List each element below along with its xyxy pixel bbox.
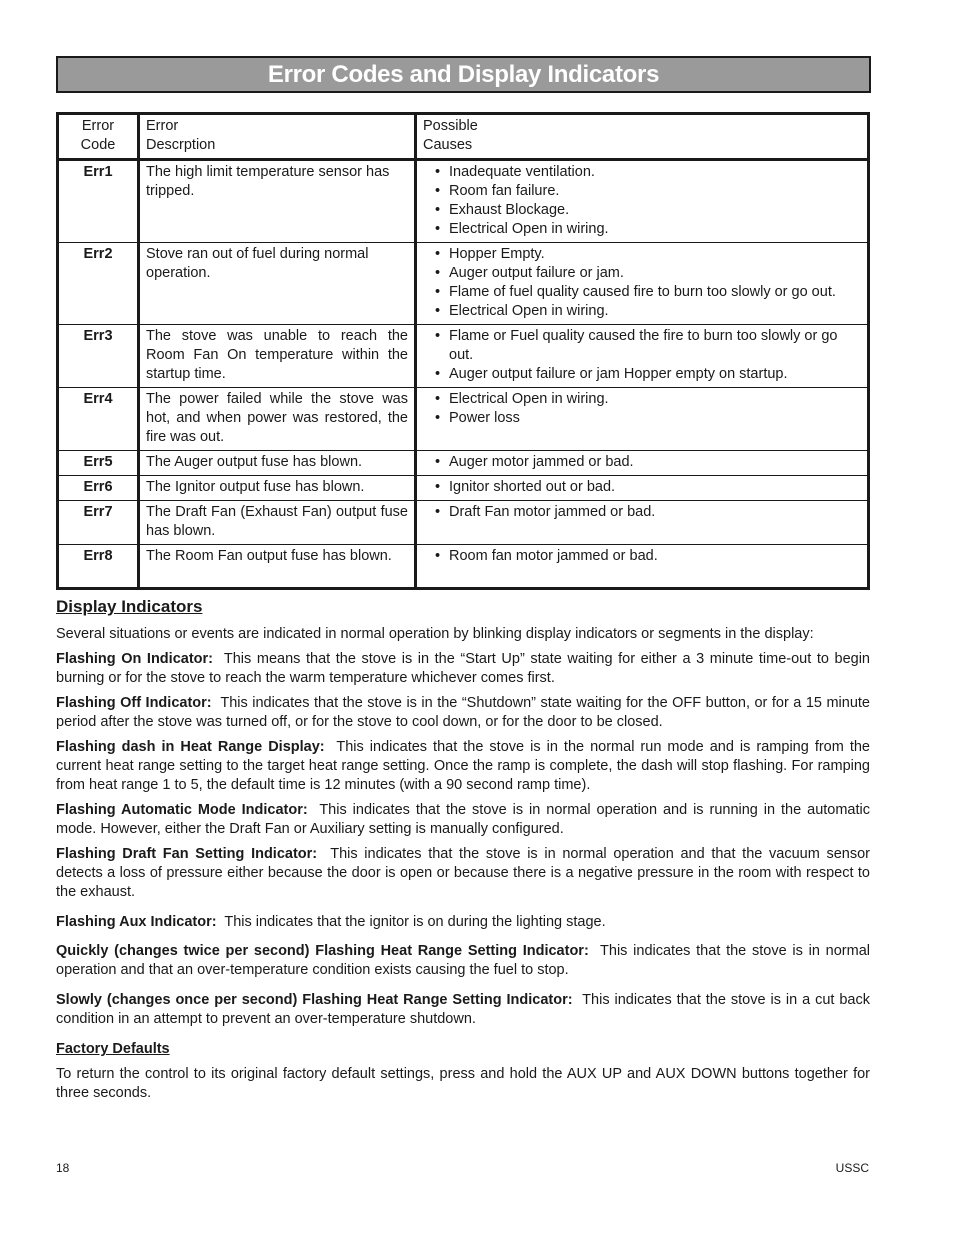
error-codes-table — [56, 112, 870, 590]
cause-item: • Electrical Open in wiring. — [435, 302, 861, 321]
display-indicators-heading: Display Indicators — [56, 597, 203, 616]
table-row — [58, 476, 869, 501]
error-description: The Draft Fan (Exhaust Fan) output fuse has blown. — [139, 501, 416, 545]
header-error-description: Error Descrption — [139, 114, 416, 160]
indicator-paragraph: Flashing On Indicator: This means that the stove is in the “Start Up” state waiting for either a 3 minute time-out to begin burning or for the stove to reach the warm temperature whichever comes first. — [56, 651, 870, 686]
error-description: Stove ran out of fuel during normal operation. — [139, 243, 416, 325]
table-row — [58, 160, 869, 243]
error-description: The stove was unable to reach the Room Fan On temperature within the startup time. — [139, 325, 416, 388]
indicator-paragraph: Flashing Aux Indicator: This indicates that the ignitor is on during the lighting stage. — [56, 914, 606, 930]
error-code: Err8 — [58, 545, 139, 589]
error-code: Err5 — [58, 451, 139, 476]
cause-item: • Auger motor jammed or bad. — [435, 453, 861, 472]
possible-causes — [416, 451, 869, 476]
indicator-paragraph: Flashing Automatic Mode Indicator: This indicates that the stove is in normal operation and is running in the automatic mode. However, either the Draft Fan or Auxiliary setting is manually configured. — [56, 802, 870, 837]
cause-item: • Inadequate ventilation. — [435, 163, 861, 182]
possible-causes — [416, 325, 869, 388]
cause-item: • Power loss — [435, 409, 861, 428]
title-banner — [56, 56, 871, 93]
header-possible-causes: Possible Causes — [416, 114, 869, 160]
possible-causes — [416, 160, 869, 243]
display-indicators-section — [56, 597, 870, 1103]
indicator-paragraph: Flashing Draft Fan Setting Indicator: This indicates that the stove is in normal operation and that the vacuum sensor detects a loss of pressure either because the door is open or because there is a negative pressure in the room with respect to the exhaust. — [56, 846, 870, 900]
indicator-paragraph: Flashing Off Indicator: This indicates that the stove is in the “Shutdown” state waiting for the OFF button, or for a 15 minute period after the stove was turned off, or for the stove to cool down, or for the door to be closed. — [56, 695, 870, 730]
header-error-code: Error Code — [58, 114, 139, 160]
possible-causes — [416, 476, 869, 501]
table-header-row — [58, 114, 869, 160]
cause-item: • Exhaust Blockage. — [435, 201, 861, 220]
error-description: The Ignitor output fuse has blown. — [139, 476, 416, 501]
table-row — [58, 545, 869, 589]
error-code: Err3 — [58, 325, 139, 388]
table-row — [58, 388, 869, 451]
factory-defaults-text: To return the control to its original factory default settings, press and hold the AUX UP and AUX DOWN buttons together for three seconds. — [56, 1066, 870, 1101]
possible-causes — [416, 501, 869, 545]
table-row — [58, 451, 869, 476]
table-row — [58, 501, 869, 545]
error-description: The high limit temperature sensor has tripped. — [139, 160, 416, 243]
page-number: 18 — [56, 1161, 70, 1175]
error-code: Err2 — [58, 243, 139, 325]
error-code: Err4 — [58, 388, 139, 451]
footer-brand: USSC — [835, 1161, 869, 1175]
cause-item: • Electrical Open in wiring. — [435, 390, 861, 409]
indicator-paragraph: Slowly (changes once per second) Flashing Heat Range Setting Indicator: This indicates that the stove is in a cut back condition in an attempt to prevent an over-temperature shutdown. — [56, 992, 870, 1027]
possible-causes — [416, 388, 869, 451]
error-description: The Auger output fuse has blown. — [139, 451, 416, 476]
error-code: Err1 — [58, 160, 139, 243]
error-description: The power failed while the stove was hot, and when power was restored, the fire was out. — [139, 388, 416, 451]
cause-item: • Room fan failure. — [435, 182, 861, 201]
display-intro: Several situations or events are indicated in normal operation by blinking display indicators or segments in the display: — [56, 626, 814, 642]
indicator-paragraph: Flashing dash in Heat Range Display: This indicates that the stove is in the normal run mode and is ramping from the current heat range setting to the target heat range setting. Once the ramp is complete, the dash will stop flashing. For ramping from heat range 1 to 5, the default time is 12 minutes (with a 90 second ramp time). — [56, 739, 870, 793]
cause-item: • Flame or Fuel quality caused the fire to burn too slowly or go out. — [435, 327, 861, 365]
possible-causes — [416, 545, 869, 589]
factory-defaults-heading: Factory Defaults — [56, 1041, 170, 1057]
error-code: Err6 — [58, 476, 139, 501]
table-row — [58, 243, 869, 325]
possible-causes — [416, 243, 869, 325]
cause-item: • Electrical Open in wiring. — [435, 220, 861, 239]
cause-item: • Ignitor shorted out or bad. — [435, 478, 861, 497]
table-row — [58, 325, 869, 388]
cause-item: • Auger output failure or jam Hopper empty on startup. — [435, 365, 861, 384]
cause-item: • Flame of fuel quality caused fire to burn too slowly or go out. — [435, 283, 861, 302]
cause-item: • Hopper Empty. — [435, 245, 861, 264]
cause-item: • Auger output failure or jam. — [435, 264, 861, 283]
page-title: Error Codes and Display Indicators — [267, 60, 660, 88]
cause-item: • Draft Fan motor jammed or bad. — [435, 503, 861, 522]
error-description: The Room Fan output fuse has blown. — [139, 545, 416, 589]
error-code: Err7 — [58, 501, 139, 545]
indicator-paragraph: Quickly (changes twice per second) Flashing Heat Range Setting Indicator: This indicates that the stove is in normal operation and that an over-temperature condition exists causing the fuel to stop. — [56, 943, 870, 978]
cause-item: • Room fan motor jammed or bad. — [435, 547, 861, 566]
